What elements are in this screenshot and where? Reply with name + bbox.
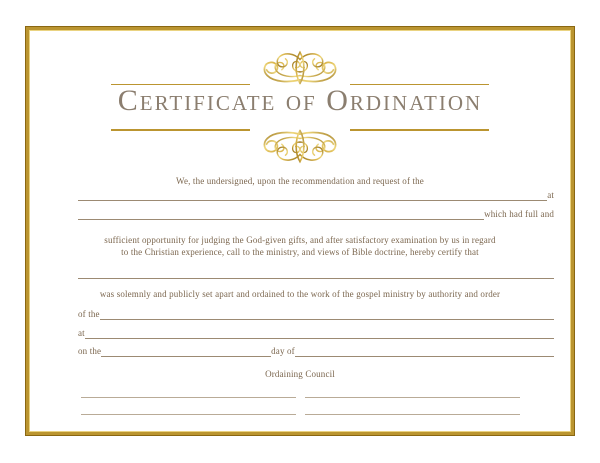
day-blank: [101, 355, 271, 357]
place-blank: [85, 337, 554, 339]
signature-section: [81, 394, 520, 415]
location-row: [78, 209, 554, 220]
certificate-body: [32, 176, 568, 415]
place-row: [78, 328, 554, 339]
location-blank: [78, 218, 484, 220]
church-name-blank: [100, 318, 554, 320]
signature-line-4: [305, 411, 520, 415]
requesting-body-blank: [78, 199, 547, 201]
ordaining-council-heading: Ordaining Council: [265, 369, 335, 379]
title-ornament-bottom: [111, 122, 489, 168]
flourish-icon: [252, 122, 348, 168]
day-of-label: day of: [271, 346, 295, 356]
certificate-content: [32, 33, 568, 429]
candidate-name-blank: [78, 274, 554, 279]
intro-text: We, the undersigned, upon the recommendation and request of the: [176, 176, 424, 186]
signature-line-3: [81, 411, 296, 415]
church-row: [78, 309, 554, 320]
month-year-blank: [295, 355, 554, 357]
on-the-label: on the: [78, 346, 102, 356]
of-the-label: of the: [78, 309, 100, 319]
at-label: at: [78, 328, 85, 338]
ornament-rule-right: [350, 129, 489, 131]
signature-line-2: [305, 394, 520, 398]
at-suffix-label: at: [547, 190, 554, 200]
ordained-statement: was solemnly and publicly set apart and ordained to the work of the gospel ministry by authority and order: [99, 289, 501, 299]
examination-paragraph: sufficient opportunity for judging the God-given gifts, and after satisfactory examination by us in regard to the Christian experience, call to the ministry, and views of Bible doctrine, hereby certify that: [104, 235, 496, 257]
gold-border-frame: [26, 27, 574, 435]
date-row: [78, 346, 554, 357]
ornament-rule-left: [111, 129, 250, 131]
certificate-title: Certificate of Ordination: [117, 84, 483, 117]
which-had-full-and-label: which had full and: [484, 209, 554, 219]
requesting-body-row: [78, 190, 554, 201]
signature-line-1: [81, 394, 296, 398]
